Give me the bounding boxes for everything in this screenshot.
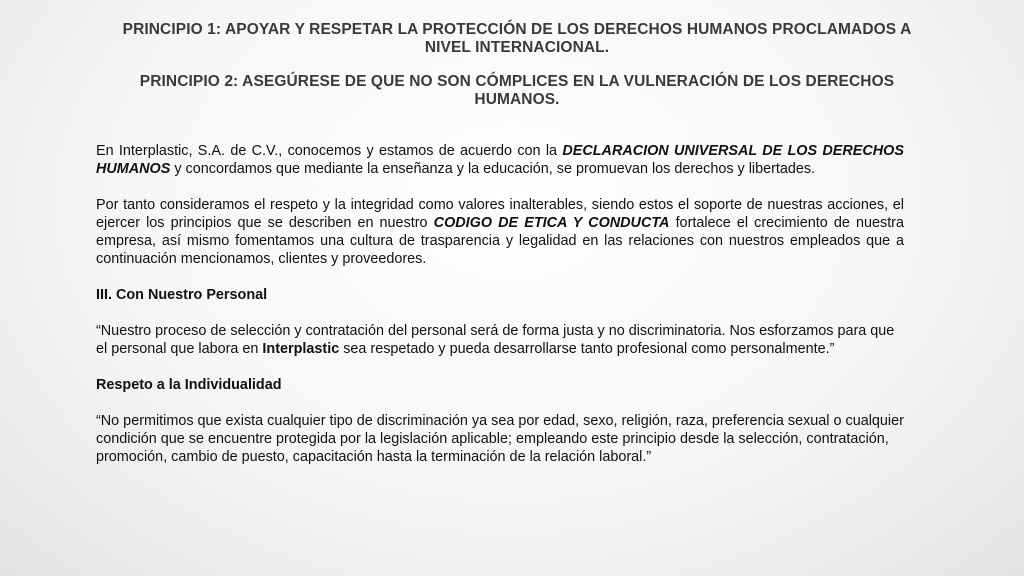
company-name: Interplastic [262,341,340,357]
principle-1-title: PRINCIPIO 1: APOYAR Y RESPETAR LA PROTECCIÓN DE LOS DERECHOS HUMANOS PROCLAMADOS A NIVEL INTERNACIONAL. [122,21,912,56]
personal-quote-start: “Nuestro proceso de selección y contratación del personal será de forma justa y no discriminatoria. Nos esforzamos para que el personal que labora en [96,323,895,357]
values-paragraph [96,196,904,268]
code-of-ethics-emphasis: CODIGO DE ETICA Y CONDUCTA [433,215,670,231]
personal-quote [96,322,904,358]
individuality-quote: “No permitimos que exista cualquier tipo de discriminación ya sea por edad, sexo, religión, raza, preferencia sexual o cualquier condición que se encuentre protegida por la legislación aplicable; empleando este principio desde la selección, contratación, promoción, cambio de puesto, capacitación hasta la terminación de la relación laboral.” [96,413,904,465]
principle-2-title: PRINCIPIO 2: ASEGÚRESE DE QUE NO SON CÓMPLICES EN LA VULNERACIÓN DE LOS DERECHOS HUMANOS. [139,73,895,108]
declaration-emphasis: DECLARACION UNIVERSAL DE LOS DERECHOS HUMANOS [96,143,904,177]
values-text-end: fortalece el crecimiento de nuestra empresa, así mismo fomentamos una cultura de trasparencia y legalidad en las relaciones con nuestros empleados que a continuación mencionamos, clientes y proveedores. [96,215,904,267]
personal-section-heading: III. Con Nuestro Personal [96,287,268,303]
values-text-start: Por tanto consideramos el respeto y la integridad como valores inalterables, siendo estos el soporte de nuestras acciones, el ejercer los principios que se describen en nuestro [96,197,904,231]
intro-paragraph [96,142,904,178]
individuality-section-heading: Respeto a la Individualidad [96,377,282,393]
intro-text-end: y concordamos que mediante la enseñanza y la educación, se promuevan los derechos y libertades. [170,161,816,177]
intro-text-start: En Interplastic, S.A. de C.V., conocemos y estamos de acuerdo con la [96,143,563,159]
personal-quote-end: sea respetado y pueda desarrollarse tanto profesional como personalmente.” [339,341,835,357]
slide-body [96,142,904,484]
